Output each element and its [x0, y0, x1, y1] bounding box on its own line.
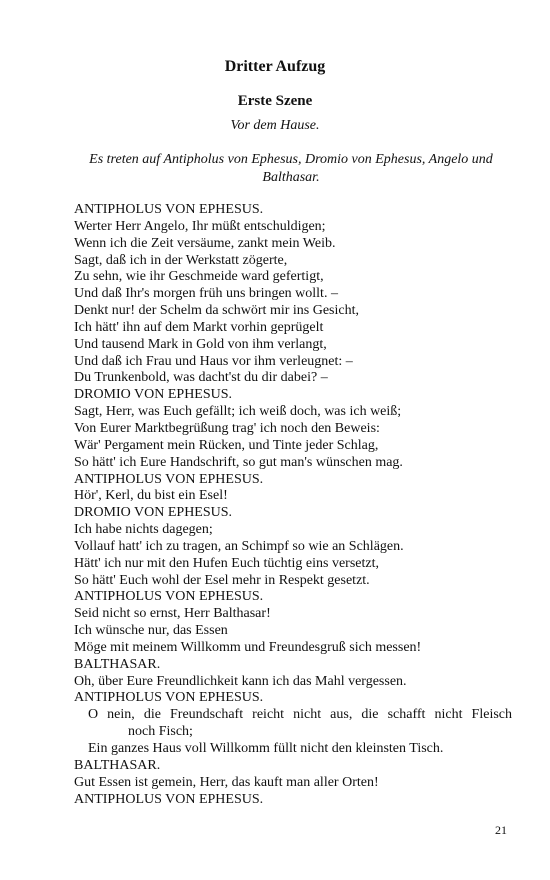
speaker-name: ANTIPHOLUS VON EPHESUS. [74, 202, 264, 217]
verse-line: Wenn ich die Zeit versäume, zankt mein Weib. [74, 235, 336, 251]
verse-line: O nein, die Freundschaft reicht nicht aus, die schafft nicht Fleisch [88, 707, 512, 723]
dialogue-text [74, 202, 512, 808]
verse-line: Sagt, daß ich in der Werkstatt zögerte, [74, 252, 288, 268]
verse-line: Wär' Pergament mein Rücken, und Tinte jeder Schlag, [74, 437, 379, 453]
speaker-name: ANTIPHOLUS VON EPHESUS. [74, 471, 264, 487]
speaker-name: DROMIO VON EPHESUS. [74, 505, 233, 521]
verse-line: Möge mit meinem Willkomm und Freundesgruß sich messen! [74, 639, 422, 655]
speaker-name: DROMIO VON EPHESUS. [74, 387, 233, 403]
speaker-name: BALTHASAR. [74, 656, 161, 672]
scene-setting: Vor dem Hause. [230, 118, 320, 133]
verse-line: Gut Essen ist gemein, Herr, das kauft man aller Orten! [74, 774, 379, 790]
verse-line: Von Eurer Marktbegrüßung trag' ich noch den Beweis: [74, 420, 380, 436]
verse-line: Ich habe nichts dagegen; [74, 522, 213, 538]
verse-line: Ein ganzes Haus voll Willkomm füllt nicht den kleinsten Tisch. [88, 741, 444, 756]
speaker-name: ANTIPHOLUS VON EPHESUS. [74, 589, 264, 605]
verse-line: Und tausend Mark in Gold von ihm verlangt, [74, 336, 327, 352]
verse-line: So hätt' Euch wohl der Esel mehr in Respekt gesetzt. [74, 572, 370, 588]
scene-heading: Erste Szene [237, 93, 313, 109]
stage-direction: Es treten auf Antipholus von Ephesus, Dromio von Ephesus, Angelo und Balthasar. [89, 152, 493, 185]
verse-line: Seid nicht so ernst, Herr Balthasar! [74, 606, 271, 622]
verse-line: Hör', Kerl, du bist ein Esel! [74, 488, 228, 504]
verse-line: Du Trunkenbold, was dacht'st du dir dabei? – [74, 370, 328, 386]
verse-line: Und daß Ihr's morgen früh uns bringen wollt. – [74, 286, 338, 302]
indented-verse [74, 707, 512, 741]
verse-line: Denkt nur! der Schelm da schwört mir ins Gesicht, [74, 303, 359, 319]
speaker-name: ANTIPHOLUS VON EPHESUS. [74, 791, 264, 807]
verse-line: Und daß ich Frau und Haus vor ihm verleugnet: – [74, 353, 353, 369]
verse-line: Ich wünsche nur, das Essen [74, 623, 228, 639]
verse-line: Zu sehn, wie ihr Geschmeide ward gefertigt, [74, 269, 324, 285]
verse-line: Sagt, Herr, was Euch gefällt; ich weiß doch, was ich weiß; [74, 404, 402, 420]
verse-line: Oh, über Eure Freundlichkeit kann ich das Mahl vergessen. [74, 673, 407, 689]
verse-line: Vollauf hatt' ich zu tragen, an Schimpf so wie an Schlägen. [74, 538, 404, 554]
page-number: 21 [495, 823, 507, 837]
verse-line: Werter Herr Angelo, Ihr müßt entschuldigen; [74, 218, 326, 234]
speaker-name: ANTIPHOLUS VON EPHESUS. [74, 690, 264, 706]
verse-line: So hätt' ich Eure Handschrift, so gut man's wünschen mag. [74, 454, 403, 470]
speaker-name: BALTHASAR. [74, 757, 161, 773]
indented-verse [74, 741, 512, 758]
act-heading: Dritter Aufzug [224, 58, 326, 75]
verse-line-continuation: noch Fisch; [128, 724, 193, 740]
verse-line: Hätt' ich nur mit den Hufen Euch tüchtig eins versetzt, [74, 555, 379, 571]
verse-line: Ich hätt' ihn auf dem Markt vorhin geprügelt [74, 319, 324, 335]
